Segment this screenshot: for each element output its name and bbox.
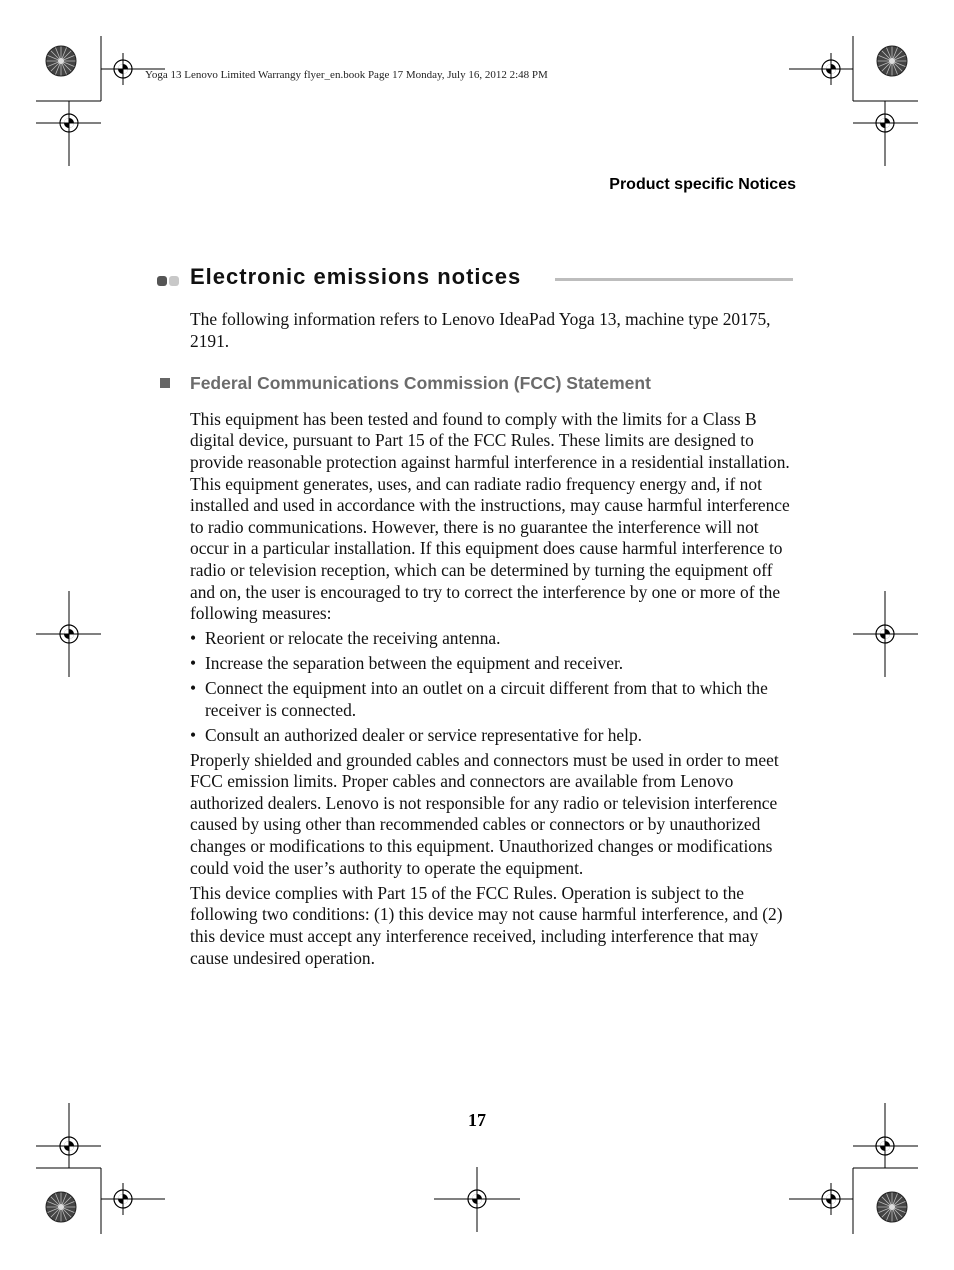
intro-paragraph: The following information refers to Lenovo IdeaPad Yoga 13, machine type 20175, 2191. [190, 309, 771, 351]
crop-mark-top-right [789, 36, 918, 166]
running-header: Product specific Notices [609, 176, 796, 193]
main-content [190, 309, 800, 969]
list-item: • Consult an authorized dealer or service representative for help. [190, 725, 800, 747]
list-item: • Reorient or relocate the receiving antenna. [190, 628, 800, 650]
crop-mark-top-left [36, 36, 165, 166]
fcc-paragraph-3: This device complies with Part 15 of the FCC Rules. Operation is subject to the following two conditions: (1) this device may not cause harmful interference, and (2) this device must accept any interference received, including interference that may cause undesired operation. [190, 882, 783, 968]
print-slug: Yoga 13 Lenovo Limited Warrangy flyer_en.book Page 17 Monday, July 16, 2012 2:48 PM [145, 69, 548, 81]
crop-mark-middle-left [36, 591, 101, 677]
page-number: 17 [468, 1110, 486, 1130]
crop-mark-middle-right [853, 591, 918, 677]
fcc-heading: Federal Communications Commission (FCC) Statement [190, 373, 651, 394]
fcc-paragraph-1: This equipment has been tested and found to comply with the limits for a Class B digital device, pursuant to Part 15 of the FCC Rules. These limits are designed to provide reasonable protection against harmful interference in a residential installation. This equipment generates, uses, and can radiate radio frequency energy and, if not installed and used in accordance with the instructions, may cause harmful interference to radio communications. However, there is no guarantee the interference will not occur in a particular installation. If this equipment does cause harmful interference to radio or television reception, which can be determined by turning the equipment off and on, the user is encouraged to try to correct the interference by one or more of the following measures: [190, 408, 790, 624]
title-squares-icon [157, 273, 181, 291]
measures-list [190, 628, 800, 746]
list-item: • Increase the separation between the equipment and receiver. [190, 653, 800, 675]
fcc-heading-row [190, 373, 800, 395]
list-item: • Connect the equipment into an outlet on a circuit different from that to which the receiver is connected. [190, 678, 800, 721]
crop-mark-bottom-center [434, 1167, 520, 1232]
section-title: Electronic emissions notices [190, 264, 522, 289]
fcc-paragraph-2: Properly shielded and grounded cables and connectors must be used in order to meet FCC emission limits. Proper cables and connectors are available from Lenovo authorized dealers. Lenovo is not responsible for any radio or television interference caused by using other than recommended cables or connectors or by unauthorized changes or modifications to this equipment. Unauthorized changes or modifications could void the user’s authority to operate the equipment. [190, 749, 779, 878]
square-bullet-icon [160, 378, 170, 388]
title-rule [555, 278, 793, 281]
section-title-row [157, 264, 793, 294]
